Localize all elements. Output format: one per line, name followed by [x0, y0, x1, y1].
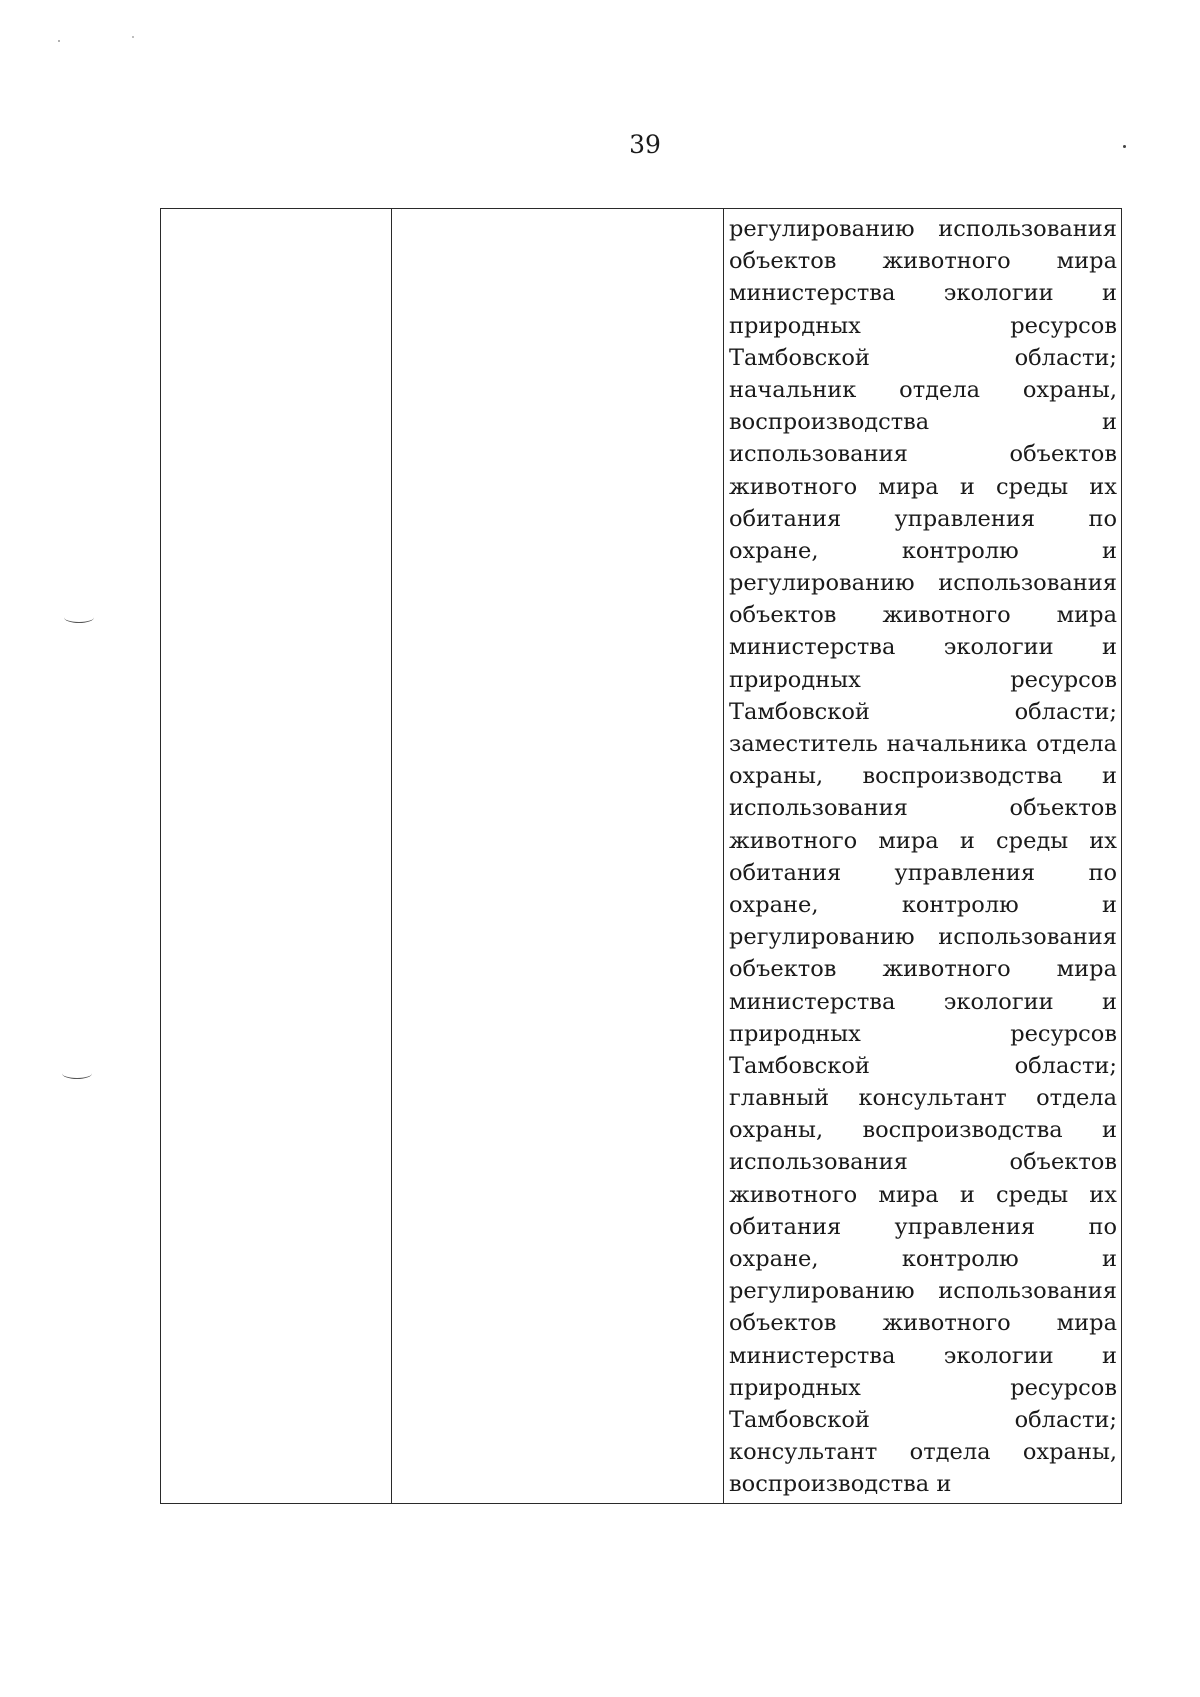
text-line: главный консультант отдела — [729, 1085, 1117, 1112]
text-line: природных ресурсов — [729, 666, 1117, 693]
text-line: регулированию использования — [729, 1278, 1117, 1305]
text-line: заместитель начальника отдела — [729, 731, 1117, 757]
text-line: министерства экологии и — [729, 634, 1117, 661]
text-line: охране, контролю и — [729, 537, 1117, 564]
text-line: животного мира и среды их — [729, 1181, 1117, 1208]
text-line: природных ресурсов — [729, 1374, 1117, 1401]
document-table — [160, 208, 1122, 1504]
text-line: использования объектов — [729, 441, 1117, 468]
table-cell-officials — [729, 213, 1117, 1501]
text-line: министерства экологии и — [729, 1342, 1117, 1369]
text-line: Тамбовской области; — [729, 698, 1117, 725]
scan-speck — [132, 36, 134, 38]
scan-speck — [1123, 145, 1126, 148]
text-line: объектов животного мира — [729, 248, 1117, 275]
page-number: 39 — [629, 130, 661, 159]
text-line: Тамбовской области; — [729, 1406, 1117, 1433]
text-line: обитания управления по — [729, 859, 1117, 886]
text-line: охране, контролю и — [729, 891, 1117, 918]
text-line: природных ресурсов — [729, 312, 1117, 339]
text-line: обитания управления по — [729, 505, 1117, 532]
text-line: объектов животного мира — [729, 602, 1117, 629]
text-line: регулированию использования — [729, 216, 1117, 242]
text-line: министерства экологии и — [729, 988, 1117, 1015]
scan-mark — [62, 1068, 92, 1079]
text-line: объектов животного мира — [729, 956, 1117, 983]
text-line: использования объектов — [729, 795, 1117, 822]
text-line: воспроизводства и — [729, 1471, 952, 1498]
text-line: регулированию использования — [729, 570, 1117, 597]
text-line: животного мира и среды их — [729, 827, 1117, 854]
text-line: консультант отдела охраны, — [729, 1439, 1117, 1466]
text-line: министерства экологии и — [729, 280, 1117, 307]
text-line: Тамбовской области; — [729, 1052, 1117, 1079]
text-line: регулированию использования — [729, 924, 1117, 951]
text-line: воспроизводства и — [729, 409, 1117, 436]
text-line: начальник отдела охраны, — [729, 376, 1117, 403]
text-line: животного мира и среды их — [729, 473, 1117, 500]
text-line: природных ресурсов — [729, 1020, 1117, 1047]
text-line: обитания управления по — [729, 1213, 1117, 1240]
scan-speck — [58, 40, 60, 42]
text-line: использования объектов — [729, 1149, 1117, 1176]
text-line: охраны, воспроизводства и — [729, 763, 1117, 790]
text-line: объектов животного мира — [729, 1310, 1117, 1337]
text-line: охране, контролю и — [729, 1246, 1117, 1272]
column-divider — [723, 209, 724, 1503]
text-line: охраны, воспроизводства и — [729, 1117, 1117, 1144]
column-divider — [391, 209, 392, 1503]
text-line: Тамбовской области; — [729, 344, 1117, 371]
scan-mark — [64, 612, 94, 623]
